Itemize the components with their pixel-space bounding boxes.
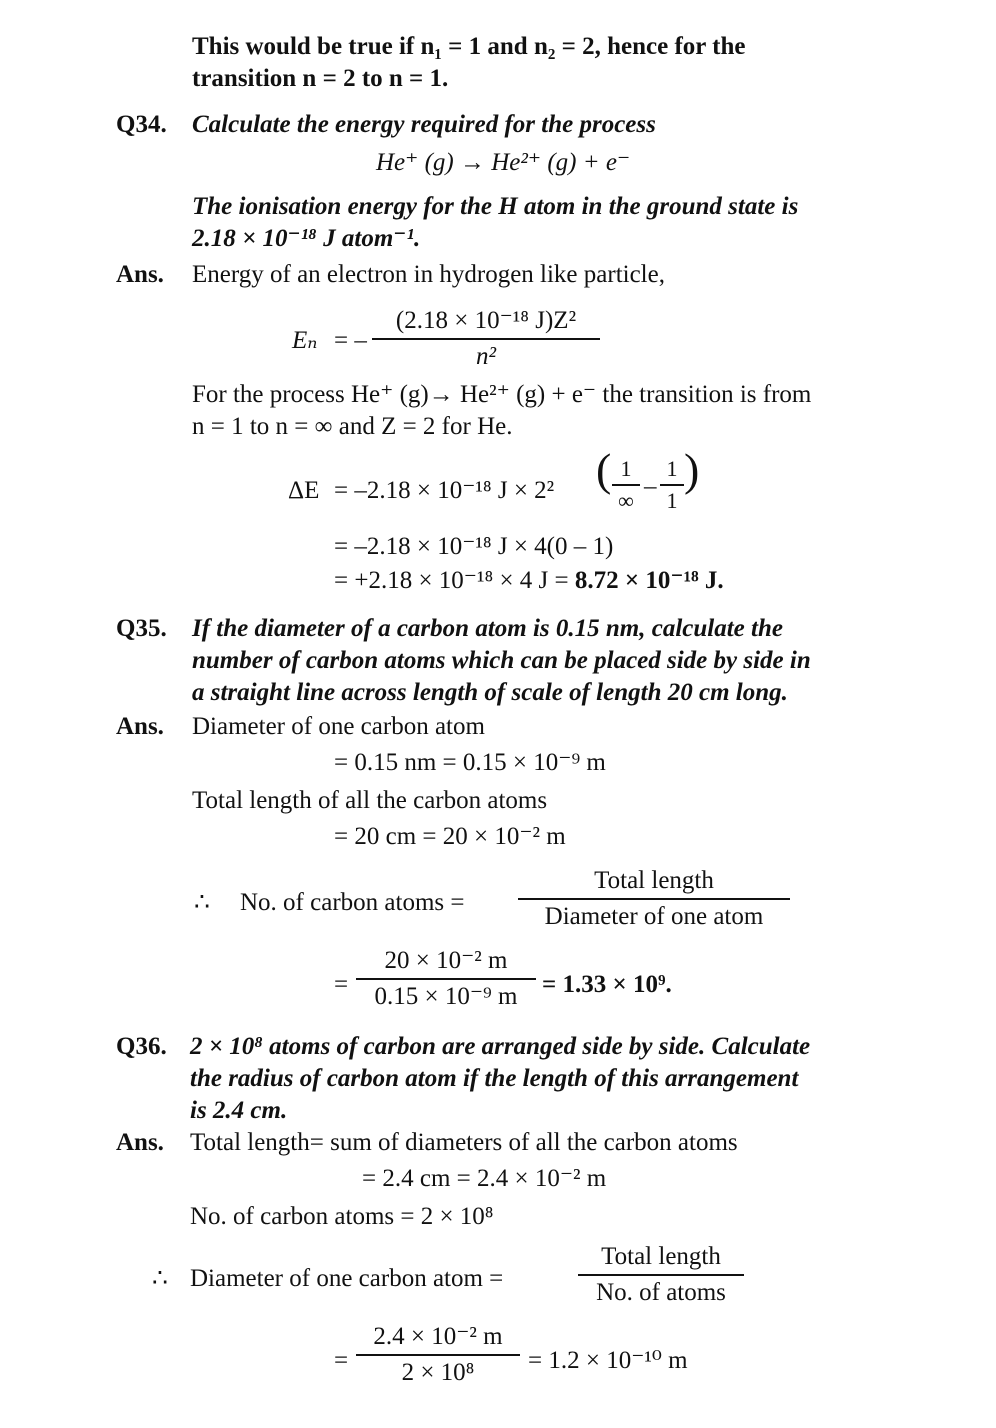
q34-question-line-3: 2.18 × 10⁻¹⁸ J atom⁻¹. [192, 225, 421, 252]
q35-label: Q35. [116, 615, 167, 642]
q36-question-line-1: 2 × 10⁸ atoms of carbon are arranged side by side. Calculate [190, 1033, 811, 1060]
q34-question-line-1: Calculate the energy required for the process [192, 111, 656, 138]
q36-calc-numerator: 2.4 × 10⁻² m [373, 1323, 503, 1350]
q34-frac-minus: – [644, 473, 657, 500]
q34-frac-1 [612, 456, 640, 515]
q34-delta-e-line-3-text: = +2.18 × 10⁻¹⁸ × 4 J = [334, 567, 575, 594]
q35-ans-line-2: = 0.15 nm = 0.15 × 10⁻⁹ m [334, 749, 606, 776]
q36-calc-fraction-bar [356, 1354, 520, 1356]
q35-therefore-symbol: ∴ [194, 889, 210, 916]
q35-count-fraction-bar [518, 898, 790, 900]
q36-question-line-2: the radius of carbon atom if the length of this arrangement [190, 1065, 799, 1092]
q34-delta-e-line-2: = –2.18 × 10⁻¹⁸ J × 4(0 – 1) [334, 533, 614, 560]
q35-count-label: No. of carbon atoms = [240, 889, 465, 916]
q35-question-line-1: If the diameter of a carbon atom is 0.15 nm, calculate the [192, 615, 783, 642]
q36-question-line-3: is 2.4 cm. [190, 1097, 288, 1124]
q36-ans-line-3: No. of carbon atoms = 2 × 10⁸ [190, 1203, 494, 1230]
q36-diam-numerator: Total length [601, 1243, 721, 1270]
q36-calc-denominator: 2 × 10⁸ [401, 1359, 475, 1386]
q34-ans-line-2: For the process He⁺ (g)→ He²⁺ (g) + e⁻ the transition is from [192, 381, 812, 408]
q36-calc-equals: = [334, 1347, 349, 1374]
q35-question-line-3: a straight line across length of scale of length 20 cm long. [192, 679, 788, 706]
q34-en-fraction [372, 306, 600, 372]
q34-label: Q34. [116, 111, 167, 138]
q33-tail-line-2: transition n = 2 to n = 1. [192, 65, 449, 92]
q35-question-line-2: number of carbon atoms which can be placed side by side in [192, 647, 811, 674]
q36-label: Q36. [116, 1033, 167, 1060]
q34-frac-2 [660, 456, 684, 515]
q34-en-lhs: Eₙ [292, 327, 318, 354]
q35-ans-line-1: Diameter of one carbon atom [192, 713, 485, 740]
q34-ans-line-1: Energy of an electron in hydrogen like particle, [192, 261, 665, 288]
q36-ans-line-2: = 2.4 cm = 2.4 × 10⁻² m [362, 1165, 607, 1192]
q35-calc-equals: = [334, 971, 349, 998]
q35-ans-line-4: = 20 cm = 20 × 10⁻² m [334, 823, 566, 850]
q35-calc-numerator: 20 × 10⁻² m [384, 947, 508, 974]
q34-left-paren: ( [596, 444, 612, 495]
q34-delta-e-result: 8.72 × 10⁻¹⁸ J. [574, 567, 724, 594]
q35-ans-label: Ans. [116, 713, 164, 740]
q34-question-line-2: The ionisation energy for the H atom in the ground state is [192, 193, 799, 220]
q34-en-denominator: n² [476, 343, 496, 370]
q36-ans-line-1: Total length= sum of diameters of all the carbon atoms [190, 1129, 738, 1156]
q34-reaction: He⁺ (g) → He²⁺ (g) + e⁻ [376, 149, 631, 176]
q34-delta-e-line-3 [334, 566, 724, 596]
q35-count-numerator: Total length [594, 867, 714, 894]
q35-calc-fraction [356, 946, 536, 1012]
q34-en-numerator: (2.18 × 10⁻¹⁸ J)Z² [395, 307, 577, 334]
q34-right-paren: ) [684, 444, 700, 495]
q36-therefore-symbol: ∴ [152, 1265, 168, 1292]
q35-calc-denominator: 0.15 × 10⁻⁹ m [374, 983, 518, 1010]
q35-calc-fraction-bar [356, 978, 536, 980]
q34-delta-e-lhs: ΔE [288, 477, 320, 504]
q34-delta-e-line-1: = –2.18 × 10⁻¹⁸ J × 2² [334, 477, 555, 504]
q35-calc-result: = 1.33 × 10⁹. [542, 971, 672, 998]
q35-count-denominator: Diameter of one atom [544, 903, 764, 930]
q36-diam-denominator: No. of atoms [596, 1279, 726, 1306]
q34-frac-1-num: 1 [620, 456, 632, 481]
q35-count-fraction [518, 866, 790, 932]
q34-frac-2-den: 1 [666, 488, 678, 514]
q36-diam-label: Diameter of one carbon atom = [190, 1265, 504, 1292]
q36-ans-label: Ans. [116, 1129, 164, 1156]
q34-en-equals: = – [334, 327, 367, 354]
q35-ans-line-3: Total length of all the carbon atoms [192, 787, 548, 814]
q34-ans-line-3: n = 1 to n = ∞ and Z = 2 for He. [192, 413, 513, 440]
q34-en-fraction-bar [372, 338, 600, 340]
q34-frac-2-num: 1 [666, 456, 678, 481]
q36-diam-fraction-bar [578, 1274, 744, 1276]
q34-delta-e-bracket [596, 444, 706, 522]
q34-frac-2-bar [660, 484, 684, 486]
q33-tail-line-1: This would be true if n₁ = 1 and n₂ = 2, hence for the [192, 33, 746, 60]
q36-diam-fraction [578, 1242, 744, 1308]
q36-calc-fraction [356, 1322, 520, 1388]
q36-calc-result: = 1.2 × 10⁻¹⁰ m [528, 1347, 688, 1374]
q34-frac-1-den: ∞ [618, 488, 634, 514]
q34-frac-1-bar [612, 484, 640, 486]
q34-ans-label: Ans. [116, 261, 164, 288]
